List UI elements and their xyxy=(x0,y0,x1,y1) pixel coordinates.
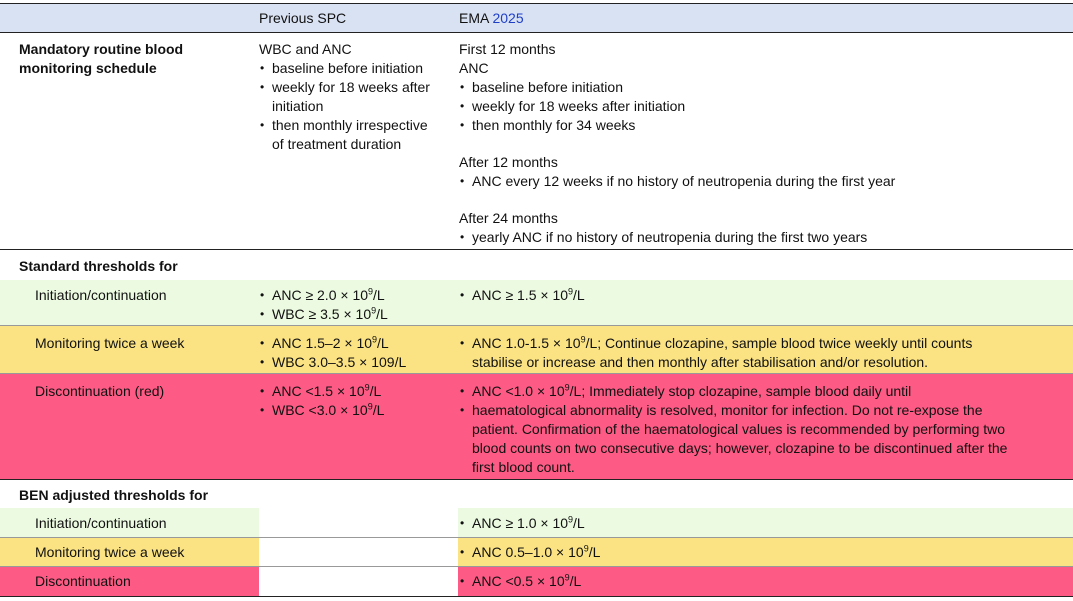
list-item: • ANC $<0.5 \times 10^9/L$ xyxy=(459,572,581,591)
list-item: • ANC every 12 weeks if no history of neutropenia during the first year xyxy=(459,172,895,191)
schedule-previous-cell xyxy=(259,40,430,154)
schedule-bottom-rule xyxy=(0,249,1073,250)
ben-initiation-ema xyxy=(459,514,585,533)
list-item: • weekly for 18 weeks after initiation xyxy=(459,97,895,116)
ben-previous-empty-cell xyxy=(259,508,458,596)
list-item: • baseline before initiation xyxy=(259,59,430,78)
list-item: • ANC ≥ $2.0 \times 10^9/L$ xyxy=(259,286,388,305)
list-item: • ANC ≥ $1.5 \times 10^9/L$ xyxy=(459,286,585,305)
row-divider xyxy=(0,373,1073,374)
list-item: • ANC ≥ $1.0 \times 10^9/L$ xyxy=(459,514,585,533)
list-item: • WBC ≥ $3.5 \times 10^9/L$ xyxy=(259,305,388,324)
standard-monitoring-ema xyxy=(459,334,972,372)
list-item: • haematological abnormality is resolved, monitor for infection. Do not re-expose the patient. Confirmation of the haematological values is recommended by performing two blood counts on two consecutive days; however, clozapine to be discontinued after the first blood count. xyxy=(459,401,1007,477)
list-item: • WBC 3.0–3.5 × 109/L xyxy=(259,353,406,372)
header-bottom-rule xyxy=(0,32,1073,33)
list-item: • WBC $<3.0 \times 10^9/L$ xyxy=(259,401,384,420)
schedule-label xyxy=(19,40,183,78)
list-item: • ANC $<1.5 \times 10^9/L$ xyxy=(259,382,384,401)
ben-discontinuation-ema xyxy=(459,572,581,591)
ema-first-sub: ANC xyxy=(459,60,489,76)
header-top-rule xyxy=(0,3,1073,4)
standard-initiation-ema xyxy=(459,286,585,305)
ema-first-list xyxy=(459,78,895,135)
list-item: • ANC $<1.0 \times 10^9/L$; Immediately stop clozapine, sample blood daily until xyxy=(459,382,1007,401)
schedule-previous-list xyxy=(259,59,430,154)
schedule-label-line1: Mandatory routine blood xyxy=(19,41,184,57)
schedule-ema-cell xyxy=(459,40,895,247)
ema-after24-list xyxy=(459,228,895,247)
header-col3 xyxy=(459,9,524,28)
schedule-previous-intro: WBC and ANC xyxy=(259,41,352,57)
header-col3-main: EMA xyxy=(459,10,489,26)
ema-after12-heading: After 12 months xyxy=(459,154,558,170)
standard-bottom-rule xyxy=(0,479,1073,480)
ben-section-label: BEN adjusted thresholds for xyxy=(19,487,209,503)
list-item: • ANC $0.5-1.0 \times 10^9/L$ xyxy=(459,543,600,562)
standard-section-label: Standard thresholds for xyxy=(19,258,178,274)
row-divider xyxy=(0,325,1073,326)
standard-discontinuation-ema xyxy=(459,382,1007,477)
row-divider xyxy=(0,537,1073,538)
ben-row-label: Initiation/continuation xyxy=(35,515,167,531)
list-item: • then monthly for 34 weeks xyxy=(459,116,895,135)
standard-initiation-previous xyxy=(259,286,388,324)
ben-monitoring-ema xyxy=(459,543,600,562)
standard-row-label: Initiation/continuation xyxy=(35,287,167,303)
list-item: • yearly ANC if no history of neutropenia during the first two years xyxy=(459,228,895,247)
list-item: • ANC $1.5-2 \times 10^9/L$ xyxy=(259,334,406,353)
header-col2: Previous SPC xyxy=(259,10,347,26)
list-item: • weekly for 18 weeks after initiation xyxy=(259,78,430,116)
list-item: • then monthly irrespective of treatment duration xyxy=(259,116,430,154)
schedule-label-line2: monitoring schedule xyxy=(19,60,157,76)
table-header-row xyxy=(0,3,1073,32)
row-divider xyxy=(0,566,1073,567)
ben-row-label: Monitoring twice a week xyxy=(35,544,185,560)
standard-row-label: Discontinuation (red) xyxy=(35,383,165,399)
header-year-link[interactable]: 2025 xyxy=(492,10,524,26)
table-bottom-rule xyxy=(0,596,1073,597)
ema-first-heading: First 12 months xyxy=(459,41,556,57)
standard-discontinuation-previous xyxy=(259,382,384,420)
list-item: • baseline before initiation xyxy=(459,78,895,97)
list-item: • ANC $1.0-1.5 \times 10^9/L$; Continue clozapine, sample blood twice weekly until counts stabilise or increase and then monthly after stabilisation and/or resolution. xyxy=(459,334,972,372)
standard-monitoring-previous xyxy=(259,334,406,372)
ema-after12-list xyxy=(459,172,895,191)
ema-after24-heading: After 24 months xyxy=(459,210,558,226)
standard-row-label: Monitoring twice a week xyxy=(35,335,185,351)
ben-row-label: Discontinuation xyxy=(35,573,131,589)
